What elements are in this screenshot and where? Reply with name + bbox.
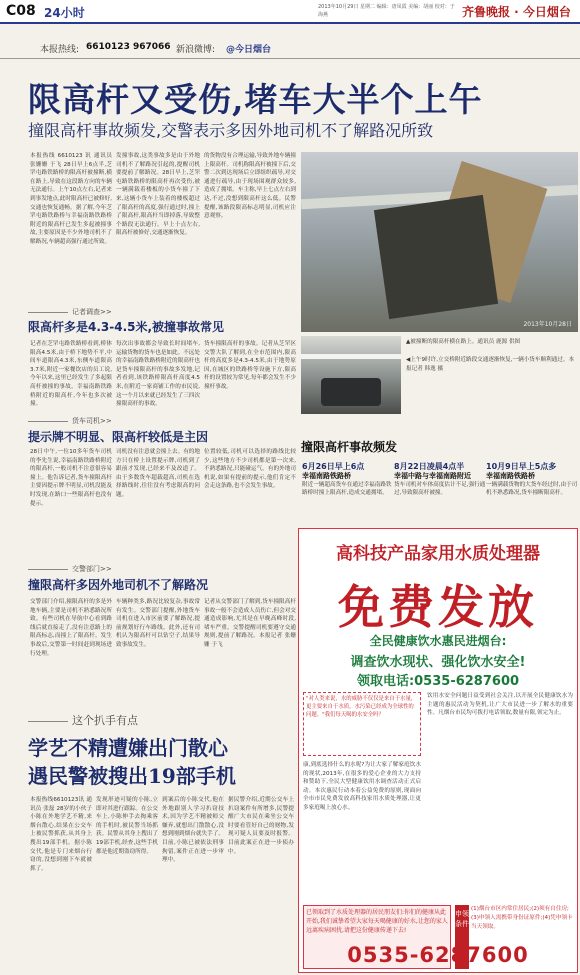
bottom-title-1: 学艺不精遭嫌出门散心 (28, 736, 228, 760)
incident-item (486, 462, 578, 497)
incident-date: 8月22日凌晨4点半 (394, 462, 465, 471)
incident-date: 6月26日早上6点 (302, 462, 365, 471)
ad-conditions-label: 申领条件 (455, 905, 469, 969)
section2-col-3: 位置较低,司机可以选择的路线比较少,这些地方不少司机都是第一次来,不熟悉路况,只能碰运气。有的外地司机说,如果有提前的提示,他们肯定不会走这条路,也不会发生事故。 (204, 449, 296, 490)
ad-slogan-2: 调查饮水现状、强化饮水安全! (350, 655, 526, 670)
section3-kicker: 交警部门>> (28, 564, 112, 574)
ad-free-banner: 免费发放 (338, 580, 538, 634)
section2-col-2: 司机没有注意就会撞上去。有的地方只在桥上设置提示牌,司机到了跟前才发现,已经来不及改道了。由于多数货车超载超高,司机在选择路线时,往往没有考虑限高的问题。 (116, 449, 200, 498)
bottom-col-1: 本报热线6610123讯 通讯员 张磊 28岁的小伙子小陈在外地学艺不精,来烟台散心,结果在公交车上被民警抓获,从其身上搜出19部手机。据小陈交代,他是专门来烟台行窃的,没想到刚下车就被抓了。 (30, 797, 92, 872)
lead-col-1: 本报热线 6610123 讯 通讯员 张姗姗 于飞 28日早上6点半,芝罘屯路铁路桥的限高杆被撞断,横在路上,导致在这段路方向的车辆无法通行。上午10点左右,记者来到事发地点,此时限高杆已被修好,交通也恢复通畅。据了解,今年芝罘屯路铁路桥与幸福南路铁路桥附近的限高杆已发生多起被撞事故,主要原因是不少外地司机不了解路况,车辆超高强行通过所致。 (30, 153, 112, 245)
ad-notice: 已领取到了水质处理器的居民朋友们:你们的健康从此开始,我们诚挚希望大家每天喝健康的好水,让您的家人远离疾病困扰,请把这份健康传递下去! (303, 905, 451, 969)
ad-text-col-2: 饮用水安全问题日益受到社会关注,以开展全民健康饮水为主题的惠民活动为契机,让广大市民进一步了解水的重要性。凡烟台市民均可拨打电话领取,数量有限,领完为止。 (427, 693, 573, 717)
ad-text-col-1: 康,到底选择什么的水呢?为让大家了解家庭饮水的现状,2013年,在很多的爱心企业的大力支持和赞助下,全民大型健康饮用水调查活动正式启动。本次惠民行动本着公益免费的原则,现面向全市市民免费发放高科技家用水质处理器,让更多家庭喝上放心水。 (303, 762, 421, 811)
truck-photo (301, 152, 578, 332)
section3-col-3: 记者从交警部门了解到,货车撞限高杆事故一般不会造成人员伤亡,但会对交通造成影响,尤其是在早晚高峰时段,堵车严重。交警提醒司机要遵守交通规则,提前了解路况。本报记者 张姗姗 于飞 (204, 599, 296, 648)
bottom-kicker: 这个扒手有点 (28, 712, 138, 728)
ad-conditions: (1)烟台市区内常住居民;(2)须有自住房;(3)申领人需携带身份证原件;(4)凭申领卡当天领取。 (471, 906, 573, 930)
incidents-title: 撞限高杆事故频发 (301, 440, 398, 454)
traffic-photo (301, 336, 401, 414)
newspaper-brand: 齐鲁晚报 · 今日烟台 (462, 5, 571, 19)
incident-location: 幸福南路铁路桥 (302, 472, 351, 480)
section2-col-1: 28日中午,一位10多年货车司机的李先生说,幸福南路铁路桥附近的限高杆,一般司机不注意很容易撞上。他告诉记者,货车撞限高杆主要因提示牌不明显,司机没能及时发现,在路口一些限高杆也没有提示。 (30, 449, 112, 507)
hotline-label: 本报热线: (40, 45, 80, 55)
bottom-col-3: 到案后的小陈交代,他在外地跟别人学习扒窃技术,因为学艺不精被师父嫌弃,就想出门散散心,没想到刚到烟台就失手了。目前,小陈已被依法刑事拘留,案件正在进一步审理中。 (162, 797, 224, 864)
bottom-title-2: 遇民警被搜出19部手机 (28, 764, 236, 788)
ad-slogan-1: 全民健康饮水惠民进烟台: (369, 634, 507, 648)
bottom-col-4: 据民警介绍,近期公交车上扒窃案件有所增多,民警提醒广大市民在乘坐公交车时要看管好自己的财物,发现可疑人员要及时报警。目前此案正在进一步侦办中。 (228, 797, 294, 855)
incident-desc: 一辆满载货物的大货车经过时,由于司机不熟悉路况,货车撞断限高杆。 (486, 482, 578, 496)
section1-kicker: 记者调查>> (28, 307, 112, 317)
incident-date: 10月9日早上5点多 (486, 462, 557, 471)
ad-phone-line: 领取电话:0535-6287600 (356, 674, 520, 689)
section1-col-2: 每次出事故都会导致长时间堵车,运输货物的货车也是如此。不远处的幸福南路铁路桥附近的限高杆也是货车撞限高杆的事故多发地,记者看到,该铁路桥限高杆高度4.5米,在附近一家商铺工作的市民说,这一个月以来就已经发生了三四次撞限高杆的事故。 (116, 341, 200, 408)
weibo-label: 新浪微博: (176, 45, 216, 55)
incident-desc: 货车司机对车体高度估计不足,强行通过,导致限高杆被撞。 (394, 482, 486, 496)
incident-desc: 附近一辆超高货车在通过幸福南路铁路桥时撞上限高杆,造成交通拥堵。 (302, 482, 392, 496)
bottom-col-2: 发现形迹可疑的小陈,立即对其进行跟踪。在公交车上,小陈伸手去掏乘客的手机时,被民警当场抓获。民警从其身上搜出了19部手机,经查,这些手机都是他近期盗窃所得。 (96, 797, 158, 855)
water-purifier-ad (298, 528, 578, 973)
photo2-caption: ◀上午9时许,立交桥附近路段交通逐渐恢复,一辆小货车顺利通过。本报记者 韩逸 摄 (406, 357, 575, 372)
page-meta: 2013年10月29日 星期二 编辑：唐凤霞 美编：胡丽 校对：于海燕 (318, 4, 455, 18)
page-number: C08 (6, 3, 36, 19)
lead-col-3: 的货物没有合理运输,导致外地车辆撞上限高杆。司机称限高杆被撞下后,交警二次到达现场后立即组织疏导,对交通进行疏导,由于现场围观群众较多,造成了拥堵。车主称,早上七点左右到达,不过,没想到限高杆这么低。民警提醒,该路段限高标志明显,司机应注意观察。 (204, 153, 296, 220)
divider (0, 58, 580, 59)
weibo-handle: @今日烟台 (226, 45, 272, 55)
main-headline: 限高杆又受伤,堵车大半个上午 (28, 80, 483, 119)
section-name: 24小时 (44, 6, 85, 20)
incident-location: 幸福中路与幸福南路附近 (394, 472, 471, 480)
ad-phone: 0535-6287600 (347, 943, 529, 967)
section3-title: 撞限高杆多因外地司机不了解路况 (28, 578, 209, 592)
section2-kicker: 货车司机>> (28, 416, 112, 426)
section1-title: 限高杆多是4.3-4.5米,被撞事故常见 (28, 320, 225, 334)
section1-col-3: 货车撞限高杆的事故。记者从芝罘区交警大队了解到,在全市范围内,限高杆的高度多是4.3-4.5米,由于地势原因,在城区的铁路桥等设施下方,限高杆的设置较为常见,每年都会发生不少撞杆事故。 (204, 341, 296, 390)
section2-title: 提示牌不明显、限高杆较低是主因 (28, 430, 209, 444)
main-subhead: 撞限高杆事故频发,交警表示多因外地司机不了解路况所致 (28, 121, 434, 140)
page-header (0, 0, 580, 24)
incident-item (302, 462, 394, 497)
ad-title: 高科技产品家用水质处理器 (336, 544, 540, 564)
section3-col-2: 车辆种类多,路况比较复杂,事故常有发生。交警部门提醒,外地货车司机在进入市区前要了解路况,提前规划好行车路线。此外,还有司机认为限高杆可以钻空子,结果导致事故发生。 (116, 599, 200, 648)
hotline-numbers: 6610123 967066 (86, 42, 171, 52)
section3-col-1: 交警部门介绍,撞限高杆的多是外地车辆,主要是司机不熟悉路况所致。有些司机在导航中心看到路线后就直接走了,没有注意路上的限高标志,而撞上了限高杆。发生事故后,交警第一时间赶到现场进行处理。 (30, 599, 112, 657)
incident-location: 幸福南路铁路桥 (486, 472, 535, 480)
section1-col-1: 记者在芝罘屯路铁路桥看到,桥体限高4.5米,由于桥下地势不平,中间车道限高4.3米,东侧车道限高3.7米,附近一家餐饮店的员工说,今年以来,这里已经发生了多起限高杆被撞的事故。幸福南路铁路桥附近的限高杆,今年也多次被撞。 (30, 341, 112, 408)
lead-col-2: 发撞事故,这类事故多是由于外地司机不了解路况引起的,提醒司机要提前了解路况。28日早上,芝罘屯路铁路桥的限高杆再次受伤,被一辆满载着楼板的小货车撞了下来,这辆小货车上装着的楼板超过了限高杆的高度,强行通过时,撞上了限高杆,限高杆当即掉落,导致整个路段无法通行。早上十点左右,限高杆被修好,交通逐渐恢复。 (116, 153, 200, 237)
photo-timestamp: 2013年10月28日 (523, 321, 572, 328)
photo1-caption: ▲被撞断的限高杆横在路上。通讯员 鹿源 供图 (406, 339, 521, 345)
hotline-bar (0, 40, 580, 56)
incident-item (394, 462, 486, 497)
ad-quote: "对人类来说，水的威胁不仅仅是来自于水量，更主要来自于水质，水污染已经成为全球性的问题。"我们每天喝的水安全吗？ (303, 692, 421, 756)
